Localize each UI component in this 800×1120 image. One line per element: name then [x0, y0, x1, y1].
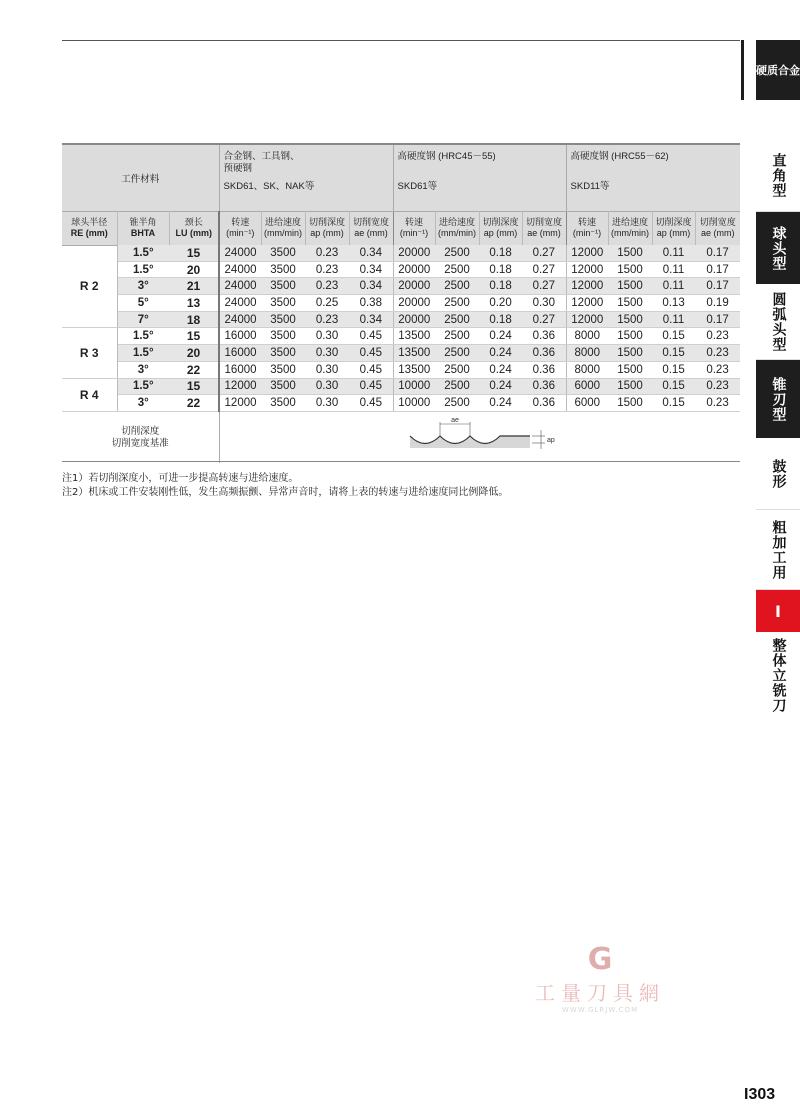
sidebar-tab-solid-end-mill[interactable]: 整体立铣刀 — [756, 632, 800, 718]
value-cell: 0.23 — [695, 345, 740, 362]
value-cell: 0.17 — [695, 245, 740, 261]
value-cell: 2500 — [435, 311, 479, 328]
taper-angle-cell: 7° — [117, 311, 169, 328]
value-cell: 0.17 — [695, 261, 740, 278]
value-cell: 2500 — [435, 295, 479, 312]
value-cell: 20000 — [393, 311, 435, 328]
value-cell: 0.20 — [479, 295, 522, 312]
neck-length-cell: 20 — [169, 261, 219, 278]
value-cell: 12000 — [219, 395, 261, 412]
value-cell: 1500 — [608, 328, 652, 345]
value-cell: 0.36 — [522, 378, 566, 395]
col-header-feed: 进给速度 (mm/min) — [435, 211, 479, 245]
value-cell: 0.30 — [305, 378, 349, 395]
footer-row — [62, 411, 740, 463]
value-cell: 20000 — [393, 261, 435, 278]
value-cell: 3500 — [261, 328, 305, 345]
value-cell: 0.45 — [349, 361, 393, 378]
value-cell: 3500 — [261, 278, 305, 295]
value-cell: 0.11 — [652, 278, 695, 295]
ball-radius-cell: R 2 — [62, 245, 117, 328]
value-cell: 3500 — [261, 245, 305, 261]
value-cell: 0.23 — [305, 261, 349, 278]
ae-label: ae — [450, 417, 459, 425]
value-cell: 2500 — [435, 345, 479, 362]
sidebar-tab-roughing[interactable]: 粗加工用 — [756, 510, 800, 590]
col-header-bhta: 锥半角 BHTA — [117, 211, 169, 245]
top-rule — [62, 40, 740, 41]
value-cell: 12000 — [566, 311, 608, 328]
value-cell: 0.25 — [305, 295, 349, 312]
value-cell: 0.36 — [522, 395, 566, 412]
value-cell: 3500 — [261, 345, 305, 362]
value-cell: 1500 — [608, 361, 652, 378]
value-cell: 0.19 — [695, 295, 740, 312]
value-cell: 0.24 — [479, 328, 522, 345]
sidebar-tab-section-i[interactable]: I — [756, 590, 800, 632]
notes — [62, 472, 508, 500]
value-cell: 24000 — [219, 245, 261, 261]
value-cell: 0.36 — [522, 328, 566, 345]
taper-angle-cell: 3° — [117, 395, 169, 412]
table-row — [62, 378, 740, 395]
neck-length-cell: 21 — [169, 278, 219, 295]
watermark-logo: G — [587, 942, 613, 977]
value-cell: 0.13 — [652, 295, 695, 312]
value-cell: 0.23 — [305, 311, 349, 328]
value-cell: 8000 — [566, 328, 608, 345]
value-cell: 0.30 — [305, 361, 349, 378]
ball-radius-cell: R 4 — [62, 378, 117, 411]
value-cell: 16000 — [219, 345, 261, 362]
cutting-depth-diagram — [400, 416, 560, 456]
value-cell: 16000 — [219, 361, 261, 378]
table-row — [62, 261, 740, 278]
value-cell: 20000 — [393, 245, 435, 261]
value-cell: 0.18 — [479, 278, 522, 295]
sidebar-tab-cemented-carbide[interactable]: 硬质合金 — [756, 40, 800, 100]
watermark-text: 工量刀具網 — [535, 981, 665, 1005]
watermark — [520, 942, 680, 1014]
value-cell: 0.24 — [479, 361, 522, 378]
value-cell: 0.27 — [522, 311, 566, 328]
value-cell: 0.15 — [652, 378, 695, 395]
value-cell: 2500 — [435, 328, 479, 345]
col-header-speed: 转速 (min⁻¹) — [566, 211, 608, 245]
ap-label: ap — [546, 437, 555, 445]
taper-angle-cell: 1.5° — [117, 345, 169, 362]
value-cell: 0.11 — [652, 261, 695, 278]
value-cell: 20000 — [393, 278, 435, 295]
value-cell: 3500 — [261, 378, 305, 395]
value-cell: 3500 — [261, 311, 305, 328]
value-cell: 1500 — [608, 378, 652, 395]
value-cell: 0.34 — [349, 261, 393, 278]
col-header-ae: 切削宽度 ae (mm) — [349, 211, 393, 245]
col-header-re: 球头半径 RE (mm) — [62, 211, 117, 245]
value-cell: 0.34 — [349, 278, 393, 295]
value-cell: 0.23 — [305, 245, 349, 261]
note-1: 注1）若切削深度小，可进一步提高转速与进给速度。 — [62, 473, 299, 484]
value-cell: 3500 — [261, 361, 305, 378]
sidebar-tab-barrel[interactable]: 鼓形 — [756, 438, 800, 510]
value-cell: 12000 — [566, 278, 608, 295]
value-cell: 24000 — [219, 261, 261, 278]
value-cell: 3500 — [261, 261, 305, 278]
col-header-ap: 切削深度 ap (mm) — [652, 211, 695, 245]
value-cell: 0.36 — [522, 361, 566, 378]
value-cell: 1500 — [608, 261, 652, 278]
neck-length-cell: 13 — [169, 295, 219, 312]
value-cell: 3500 — [261, 395, 305, 412]
value-cell: 0.24 — [479, 345, 522, 362]
note-2: 注2）机床或工件安装刚性低，发生高频振颤、异常声音时，请将上表的转速与进给速度同比例降低。 — [62, 487, 509, 498]
value-cell: 0.23 — [695, 378, 740, 395]
value-cell: 1500 — [608, 278, 652, 295]
value-cell: 13500 — [393, 361, 435, 378]
value-cell: 1500 — [608, 395, 652, 412]
col-header-speed: 转速 (min⁻¹) — [393, 211, 435, 245]
material-group-hrc55: 高硬度钢 (HRC55－62) SKD11等 — [566, 145, 740, 211]
col-header-ae: 切削宽度 ae (mm) — [522, 211, 566, 245]
value-cell: 0.15 — [652, 345, 695, 362]
value-cell: 24000 — [219, 278, 261, 295]
taper-angle-cell: 1.5° — [117, 261, 169, 278]
value-cell: 6000 — [566, 378, 608, 395]
page-number: I303 — [744, 1086, 776, 1103]
value-cell: 12000 — [566, 295, 608, 312]
taper-angle-cell: 5° — [117, 295, 169, 312]
neck-length-cell: 15 — [169, 245, 219, 261]
material-group-alloy: 合金钢、工具钢、 预硬钢 SKD61、SK、NAK等 — [219, 145, 393, 211]
value-cell: 12000 — [566, 245, 608, 261]
table-row — [62, 295, 740, 312]
value-cell: 0.11 — [652, 245, 695, 261]
value-cell: 0.30 — [305, 395, 349, 412]
value-cell: 0.11 — [652, 311, 695, 328]
table-row — [62, 328, 740, 345]
value-cell: 0.15 — [652, 328, 695, 345]
value-cell: 2500 — [435, 245, 479, 261]
value-cell: 0.18 — [479, 261, 522, 278]
value-cell: 2500 — [435, 278, 479, 295]
taper-angle-cell: 3° — [117, 361, 169, 378]
value-cell: 0.30 — [305, 345, 349, 362]
value-cell: 0.18 — [479, 311, 522, 328]
value-cell: 0.30 — [522, 295, 566, 312]
neck-length-cell: 20 — [169, 345, 219, 362]
neck-length-cell: 22 — [169, 395, 219, 412]
value-cell: 0.17 — [695, 311, 740, 328]
value-cell: 0.27 — [522, 261, 566, 278]
value-cell: 0.27 — [522, 245, 566, 261]
value-cell: 16000 — [219, 328, 261, 345]
value-cell: 0.38 — [349, 295, 393, 312]
value-cell: 1500 — [608, 295, 652, 312]
col-header-ap: 切削深度 ap (mm) — [479, 211, 522, 245]
table-row — [62, 345, 740, 362]
value-cell: 3500 — [261, 295, 305, 312]
value-cell: 0.30 — [305, 328, 349, 345]
value-cell: 0.36 — [522, 345, 566, 362]
column-header-row — [62, 211, 740, 245]
neck-length-cell: 22 — [169, 361, 219, 378]
value-cell: 1500 — [608, 345, 652, 362]
col-header-feed: 进给速度 (mm/min) — [608, 211, 652, 245]
table-row — [62, 311, 740, 328]
value-cell: 0.18 — [479, 245, 522, 261]
value-cell: 2500 — [435, 378, 479, 395]
taper-angle-cell: 1.5° — [117, 328, 169, 345]
sidebar-tab-radius[interactable]: 圆弧头型 — [756, 284, 800, 360]
value-cell: 0.23 — [305, 278, 349, 295]
value-cell: 10000 — [393, 378, 435, 395]
cutting-diagram-cell — [219, 411, 740, 463]
value-cell: 8000 — [566, 361, 608, 378]
col-header-feed: 进给速度 (mm/min) — [261, 211, 305, 245]
value-cell: 0.24 — [479, 395, 522, 412]
table-row — [62, 395, 740, 412]
material-group-hrc45: 高硬度钢 (HRC45－55) SKD61等 — [393, 145, 566, 211]
value-cell: 0.24 — [479, 378, 522, 395]
value-cell: 1500 — [608, 245, 652, 261]
taper-angle-cell: 1.5° — [117, 378, 169, 395]
value-cell: 0.34 — [349, 245, 393, 261]
value-cell: 13500 — [393, 328, 435, 345]
value-cell: 0.15 — [652, 361, 695, 378]
value-cell: 0.17 — [695, 278, 740, 295]
neck-length-cell: 15 — [169, 378, 219, 395]
value-cell: 24000 — [219, 311, 261, 328]
table-bottom-rule — [62, 461, 740, 462]
value-cell: 0.45 — [349, 345, 393, 362]
cutting-reference-label: 切削深度 切削宽度基准 — [62, 411, 219, 463]
sidebar-tab-square-end[interactable]: 直角型 — [756, 140, 800, 212]
table-row — [62, 361, 740, 378]
table-row — [62, 245, 740, 261]
neck-length-cell: 18 — [169, 311, 219, 328]
taper-angle-cell: 3° — [117, 278, 169, 295]
value-cell: 0.15 — [652, 395, 695, 412]
col-header-ap: 切削深度 ap (mm) — [305, 211, 349, 245]
value-cell: 0.45 — [349, 378, 393, 395]
value-cell: 20000 — [393, 295, 435, 312]
value-cell: 2500 — [435, 261, 479, 278]
value-cell: 2500 — [435, 395, 479, 412]
sidebar-tab-taper[interactable]: 锥刃型 — [756, 360, 800, 438]
value-cell: 12000 — [566, 261, 608, 278]
value-cell: 0.23 — [695, 395, 740, 412]
value-cell: 10000 — [393, 395, 435, 412]
taper-angle-cell: 1.5° — [117, 245, 169, 261]
col-header-ae: 切削宽度 ae (mm) — [695, 211, 740, 245]
cutting-conditions-table — [62, 145, 740, 463]
watermark-url: WWW.GLRJW.COM — [561, 1006, 639, 1014]
value-cell: 8000 — [566, 345, 608, 362]
value-cell: 0.23 — [695, 361, 740, 378]
sidebar-tab-ball-nose[interactable]: 球头型 — [756, 212, 800, 284]
value-cell: 13500 — [393, 345, 435, 362]
value-cell: 24000 — [219, 295, 261, 312]
ball-radius-cell: R 3 — [62, 328, 117, 378]
col-header-lu: 颈长 LU (mm) — [169, 211, 219, 245]
value-cell: 2500 — [435, 361, 479, 378]
section-marker — [741, 40, 744, 100]
value-cell: 0.45 — [349, 395, 393, 412]
value-cell: 0.34 — [349, 311, 393, 328]
col-header-speed: 转速 (min⁻¹) — [219, 211, 261, 245]
value-cell: 0.27 — [522, 278, 566, 295]
value-cell: 12000 — [219, 378, 261, 395]
value-cell: 0.45 — [349, 328, 393, 345]
table-row — [62, 278, 740, 295]
value-cell: 6000 — [566, 395, 608, 412]
neck-length-cell: 15 — [169, 328, 219, 345]
value-cell: 0.23 — [695, 328, 740, 345]
material-header: 工件材料 — [62, 145, 219, 211]
value-cell: 1500 — [608, 311, 652, 328]
